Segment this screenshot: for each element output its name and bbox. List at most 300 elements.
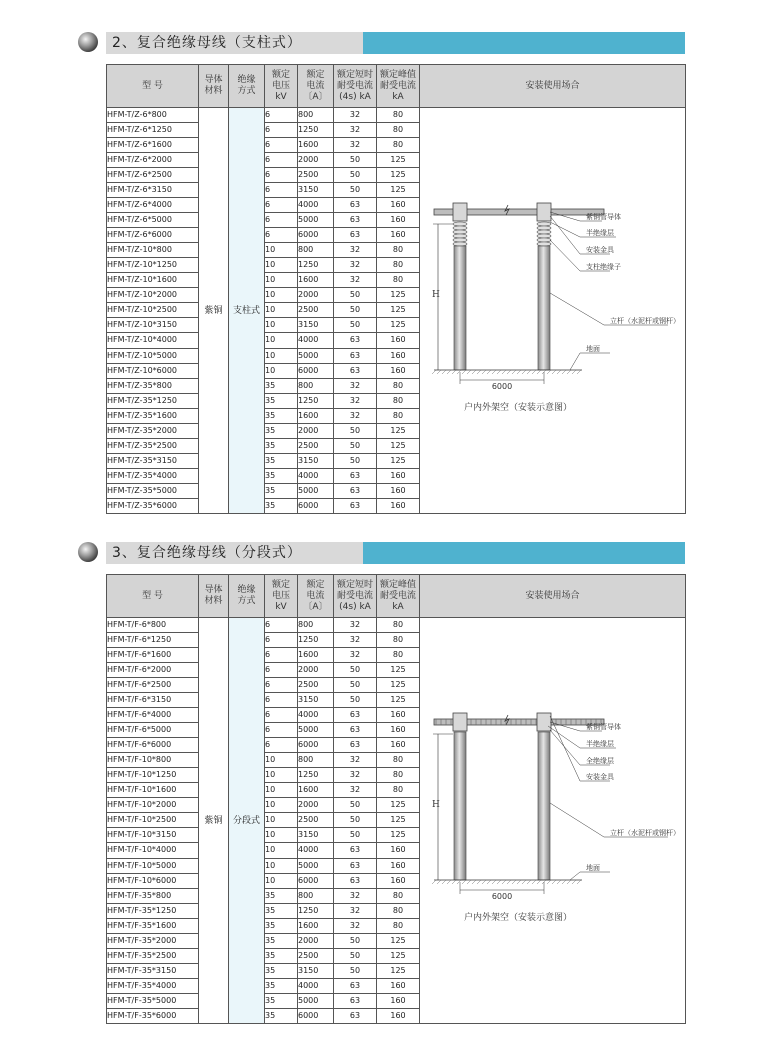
current-cell: 5000 (298, 858, 334, 873)
model-cell: HFM-T/Z-35*5000 (107, 483, 199, 498)
callout-leader (570, 353, 610, 370)
callout-label: 安装金具 (586, 246, 614, 254)
peak-cell: 160 (377, 708, 420, 723)
model-cell: HFM-T/F-6*1250 (107, 633, 199, 648)
short-time-cell: 32 (334, 753, 377, 768)
voltage-cell: 10 (265, 858, 298, 873)
peak-cell: 125 (377, 663, 420, 678)
mounting-fitting (537, 713, 551, 731)
pole (538, 246, 550, 370)
current-cell: 5000 (298, 993, 334, 1008)
peak-cell: 160 (377, 333, 420, 348)
short-time-cell: 32 (334, 633, 377, 648)
peak-cell: 80 (377, 408, 420, 423)
diagram-caption: 户内外架空（安装示意图） (463, 913, 573, 923)
voltage-cell: 10 (265, 768, 298, 783)
pole (538, 732, 550, 880)
section-title-bar (78, 538, 685, 566)
header-insulation-method: 绝缘 方式 (229, 65, 265, 108)
model-cell: HFM-T/F-6*2500 (107, 678, 199, 693)
short-time-cell: 50 (334, 288, 377, 303)
current-cell: 3150 (298, 693, 334, 708)
peak-cell: 125 (377, 678, 420, 693)
short-time-cell: 63 (334, 348, 377, 363)
peak-cell: 125 (377, 303, 420, 318)
table-row (107, 618, 686, 633)
voltage-cell: 10 (265, 303, 298, 318)
callout-label: 地面 (586, 864, 600, 872)
voltage-cell: 10 (265, 243, 298, 258)
current-cell: 6000 (298, 873, 334, 888)
current-cell: 800 (298, 618, 334, 633)
peak-cell: 80 (377, 783, 420, 798)
model-cell: HFM-T/F-10*2000 (107, 798, 199, 813)
installation-diagram (420, 618, 682, 1018)
current-cell: 3150 (298, 318, 334, 333)
callout-label: 安装金具 (586, 773, 614, 781)
mounting-fitting (453, 203, 467, 221)
model-cell: HFM-T/Z-6*2500 (107, 168, 199, 183)
peak-cell: 80 (377, 123, 420, 138)
peak-cell: 160 (377, 498, 420, 513)
short-time-cell: 32 (334, 273, 377, 288)
voltage-cell: 35 (265, 918, 298, 933)
model-cell: HFM-T/Z-10*6000 (107, 363, 199, 378)
voltage-cell: 10 (265, 333, 298, 348)
peak-cell: 160 (377, 213, 420, 228)
callout-label: 紫铜管导体 (586, 723, 621, 731)
voltage-cell: 35 (265, 1008, 298, 1023)
voltage-cell: 10 (265, 798, 298, 813)
short-time-cell: 63 (334, 843, 377, 858)
voltage-cell: 6 (265, 633, 298, 648)
model-cell: HFM-T/Z-35*2000 (107, 423, 199, 438)
peak-cell: 80 (377, 243, 420, 258)
peak-cell: 125 (377, 453, 420, 468)
model-cell: HFM-T/F-35*800 (107, 888, 199, 903)
model-cell: HFM-T/F-6*800 (107, 618, 199, 633)
current-cell: 2500 (298, 948, 334, 963)
height-label: H (432, 800, 440, 810)
current-cell: 3150 (298, 183, 334, 198)
voltage-cell: 10 (265, 783, 298, 798)
voltage-cell: 6 (265, 618, 298, 633)
spec-table (106, 64, 686, 514)
model-cell: HFM-T/F-10*3150 (107, 828, 199, 843)
header-model: 型 号 (107, 65, 199, 108)
voltage-cell: 35 (265, 378, 298, 393)
current-cell: 3150 (298, 453, 334, 468)
current-cell: 2000 (298, 423, 334, 438)
header-model: 型 号 (107, 575, 199, 618)
header-rated-voltage: 额定 电压 kV (265, 575, 298, 618)
header-conductor-material: 导体 材料 (199, 65, 229, 108)
model-cell: HFM-T/F-35*5000 (107, 993, 199, 1008)
title-bar-blue (363, 542, 685, 564)
model-cell: HFM-T/Z-10*2500 (107, 303, 199, 318)
peak-cell: 160 (377, 363, 420, 378)
model-cell: HFM-T/F-35*1250 (107, 903, 199, 918)
voltage-cell: 35 (265, 933, 298, 948)
voltage-cell: 10 (265, 843, 298, 858)
current-cell: 800 (298, 753, 334, 768)
voltage-cell: 10 (265, 753, 298, 768)
current-cell: 2000 (298, 663, 334, 678)
model-cell: HFM-T/Z-10*5000 (107, 348, 199, 363)
short-time-cell: 32 (334, 108, 377, 123)
peak-cell: 80 (377, 903, 420, 918)
short-time-cell: 32 (334, 888, 377, 903)
current-cell: 2500 (298, 678, 334, 693)
span-label: 6000 (491, 892, 513, 901)
voltage-cell: 10 (265, 288, 298, 303)
voltage-cell: 35 (265, 468, 298, 483)
current-cell: 2500 (298, 813, 334, 828)
current-cell: 3150 (298, 963, 334, 978)
voltage-cell: 10 (265, 363, 298, 378)
model-cell: HFM-T/Z-35*2500 (107, 438, 199, 453)
header-short-time-current: 额定短时 耐受电流 (4s) kA (334, 575, 377, 618)
short-time-cell: 63 (334, 873, 377, 888)
model-cell: HFM-T/Z-35*800 (107, 378, 199, 393)
callout-label: 全绝缘层 (586, 757, 614, 765)
model-cell: HFM-T/F-35*3150 (107, 963, 199, 978)
peak-cell: 160 (377, 738, 420, 753)
current-cell: 2500 (298, 303, 334, 318)
voltage-cell: 35 (265, 978, 298, 993)
short-time-cell: 50 (334, 933, 377, 948)
callout-leader (570, 872, 610, 880)
peak-cell: 125 (377, 933, 420, 948)
current-cell: 4000 (298, 708, 334, 723)
current-cell: 800 (298, 243, 334, 258)
current-cell: 2000 (298, 288, 334, 303)
short-time-cell: 50 (334, 798, 377, 813)
peak-cell: 160 (377, 723, 420, 738)
peak-cell: 160 (377, 993, 420, 1008)
peak-cell: 80 (377, 918, 420, 933)
current-cell: 800 (298, 108, 334, 123)
header-rated-voltage: 额定 电压 kV (265, 65, 298, 108)
section-support-type (78, 28, 685, 510)
model-cell: HFM-T/Z-10*800 (107, 243, 199, 258)
short-time-cell: 32 (334, 378, 377, 393)
model-cell: HFM-T/Z-35*1250 (107, 393, 199, 408)
peak-cell: 160 (377, 1008, 420, 1023)
short-time-cell: 32 (334, 123, 377, 138)
model-cell: HFM-T/Z-35*3150 (107, 453, 199, 468)
voltage-cell: 6 (265, 138, 298, 153)
insulation-cell: 支柱式 (229, 108, 265, 514)
short-time-cell: 63 (334, 213, 377, 228)
model-cell: HFM-T/F-6*1600 (107, 648, 199, 663)
voltage-cell: 10 (265, 258, 298, 273)
model-cell: HFM-T/Z-6*4000 (107, 198, 199, 213)
model-cell: HFM-T/F-6*2000 (107, 663, 199, 678)
short-time-cell: 32 (334, 408, 377, 423)
model-cell: HFM-T/F-35*6000 (107, 1008, 199, 1023)
peak-cell: 160 (377, 468, 420, 483)
peak-cell: 125 (377, 168, 420, 183)
voltage-cell: 6 (265, 198, 298, 213)
model-cell: HFM-T/F-10*1250 (107, 768, 199, 783)
callout-label: 半绝缘层 (586, 229, 614, 237)
short-time-cell: 50 (334, 423, 377, 438)
voltage-cell: 10 (265, 348, 298, 363)
short-time-cell: 50 (334, 948, 377, 963)
short-time-cell: 32 (334, 918, 377, 933)
model-cell: HFM-T/Z-6*1600 (107, 138, 199, 153)
callout-label: 支柱绝缘子 (586, 263, 621, 271)
short-time-cell: 32 (334, 258, 377, 273)
short-time-cell: 32 (334, 648, 377, 663)
post-insulator (453, 222, 467, 226)
peak-cell: 80 (377, 378, 420, 393)
voltage-cell: 6 (265, 213, 298, 228)
voltage-cell: 35 (265, 963, 298, 978)
peak-cell: 125 (377, 948, 420, 963)
callout-label: 半绝缘层 (586, 740, 614, 748)
peak-cell: 125 (377, 288, 420, 303)
pole (454, 246, 466, 370)
peak-cell: 80 (377, 393, 420, 408)
voltage-cell: 6 (265, 648, 298, 663)
short-time-cell: 50 (334, 453, 377, 468)
current-cell: 2000 (298, 933, 334, 948)
short-time-cell: 32 (334, 138, 377, 153)
current-cell: 1600 (298, 783, 334, 798)
voltage-cell: 6 (265, 168, 298, 183)
header-application: 安装使用场合 (420, 575, 686, 618)
model-cell: HFM-T/F-10*4000 (107, 843, 199, 858)
short-time-cell: 63 (334, 198, 377, 213)
header-application: 安装使用场合 (420, 65, 686, 108)
model-cell: HFM-T/Z-10*2000 (107, 288, 199, 303)
short-time-cell: 50 (334, 813, 377, 828)
current-cell: 5000 (298, 348, 334, 363)
peak-cell: 80 (377, 138, 420, 153)
peak-cell: 80 (377, 633, 420, 648)
current-cell: 1250 (298, 123, 334, 138)
short-time-cell: 50 (334, 828, 377, 843)
current-cell: 6000 (298, 363, 334, 378)
voltage-cell: 6 (265, 123, 298, 138)
short-time-cell: 50 (334, 438, 377, 453)
voltage-cell: 6 (265, 693, 298, 708)
model-cell: HFM-T/F-10*2500 (107, 813, 199, 828)
voltage-cell: 6 (265, 228, 298, 243)
short-time-cell: 50 (334, 318, 377, 333)
peak-cell: 125 (377, 813, 420, 828)
current-cell: 3150 (298, 828, 334, 843)
current-cell: 5000 (298, 213, 334, 228)
model-cell: HFM-T/Z-6*5000 (107, 213, 199, 228)
short-time-cell: 63 (334, 1008, 377, 1023)
peak-cell: 160 (377, 858, 420, 873)
current-cell: 6000 (298, 738, 334, 753)
header-peak-current: 额定峰值 耐受电流 kA (377, 575, 420, 618)
voltage-cell: 35 (265, 483, 298, 498)
section-title-bar (78, 28, 685, 56)
model-cell: HFM-T/Z-6*3150 (107, 183, 199, 198)
peak-cell: 160 (377, 198, 420, 213)
short-time-cell: 50 (334, 678, 377, 693)
model-cell: HFM-T/Z-6*2000 (107, 153, 199, 168)
pole (454, 732, 466, 880)
voltage-cell: 6 (265, 738, 298, 753)
short-time-cell: 63 (334, 468, 377, 483)
header-rated-current: 额定 电流 〔A〕 (298, 65, 334, 108)
voltage-cell: 6 (265, 723, 298, 738)
bullet-sphere-icon (78, 32, 98, 52)
mounting-fitting (453, 713, 467, 731)
current-cell: 1600 (298, 408, 334, 423)
model-cell: HFM-T/F-10*800 (107, 753, 199, 768)
model-cell: HFM-T/F-35*4000 (107, 978, 199, 993)
model-cell: HFM-T/F-35*2000 (107, 933, 199, 948)
peak-cell: 125 (377, 828, 420, 843)
insulation-cell: 分段式 (229, 618, 265, 1024)
voltage-cell: 10 (265, 828, 298, 843)
peak-cell: 125 (377, 318, 420, 333)
material-cell: 紫铜 (199, 108, 229, 514)
peak-cell: 80 (377, 768, 420, 783)
short-time-cell: 50 (334, 303, 377, 318)
current-cell: 1600 (298, 273, 334, 288)
model-cell: HFM-T/F-6*3150 (107, 693, 199, 708)
model-cell: HFM-T/Z-6*800 (107, 108, 199, 123)
short-time-cell: 32 (334, 393, 377, 408)
short-time-cell: 50 (334, 183, 377, 198)
voltage-cell: 35 (265, 903, 298, 918)
short-time-cell: 63 (334, 708, 377, 723)
current-cell: 800 (298, 888, 334, 903)
peak-cell: 160 (377, 483, 420, 498)
mounting-fitting (537, 203, 551, 221)
model-cell: HFM-T/Z-35*6000 (107, 498, 199, 513)
current-cell: 4000 (298, 978, 334, 993)
short-time-cell: 50 (334, 693, 377, 708)
peak-cell: 80 (377, 648, 420, 663)
peak-cell: 160 (377, 228, 420, 243)
height-label: H (432, 290, 440, 300)
installation-diagram-cell (420, 618, 686, 1024)
short-time-cell: 50 (334, 153, 377, 168)
short-time-cell: 63 (334, 228, 377, 243)
short-time-cell: 63 (334, 993, 377, 1008)
header-peak-current: 额定峰值 耐受电流 kA (377, 65, 420, 108)
current-cell: 1250 (298, 903, 334, 918)
voltage-cell: 35 (265, 423, 298, 438)
voltage-cell: 35 (265, 888, 298, 903)
callout-label: 地面 (586, 345, 600, 353)
current-cell: 4000 (298, 843, 334, 858)
model-cell: HFM-T/F-6*6000 (107, 738, 199, 753)
voltage-cell: 6 (265, 153, 298, 168)
current-cell: 1250 (298, 768, 334, 783)
diagram-caption: 户内外架空（安装示意图） (463, 403, 573, 413)
voltage-cell: 10 (265, 873, 298, 888)
model-cell: HFM-T/F-6*4000 (107, 708, 199, 723)
short-time-cell: 50 (334, 963, 377, 978)
peak-cell: 125 (377, 423, 420, 438)
peak-cell: 160 (377, 873, 420, 888)
callout-label: 紫铜管导体 (586, 213, 621, 221)
voltage-cell: 6 (265, 183, 298, 198)
header-short-time-current: 额定短时 耐受电流 (4s) kA (334, 65, 377, 108)
current-cell: 1600 (298, 918, 334, 933)
model-cell: HFM-T/F-10*1600 (107, 783, 199, 798)
header-insulation-method: 绝缘 方式 (229, 575, 265, 618)
peak-cell: 125 (377, 183, 420, 198)
header-rated-current: 额定 电流 〔A〕 (298, 575, 334, 618)
peak-cell: 125 (377, 798, 420, 813)
short-time-cell: 63 (334, 858, 377, 873)
short-time-cell: 63 (334, 978, 377, 993)
voltage-cell: 10 (265, 318, 298, 333)
current-cell: 1250 (298, 633, 334, 648)
current-cell: 1600 (298, 648, 334, 663)
current-cell: 2000 (298, 798, 334, 813)
table-header-row (107, 575, 686, 618)
model-cell: HFM-T/Z-10*1600 (107, 273, 199, 288)
voltage-cell: 6 (265, 663, 298, 678)
title-bar-blue (363, 32, 685, 54)
peak-cell: 80 (377, 108, 420, 123)
current-cell: 6000 (298, 1008, 334, 1023)
current-cell: 2500 (298, 438, 334, 453)
peak-cell: 160 (377, 843, 420, 858)
short-time-cell: 32 (334, 768, 377, 783)
peak-cell: 125 (377, 693, 420, 708)
model-cell: HFM-T/Z-35*4000 (107, 468, 199, 483)
voltage-cell: 35 (265, 948, 298, 963)
current-cell: 6000 (298, 498, 334, 513)
table-header-row (107, 65, 686, 108)
short-time-cell: 32 (334, 783, 377, 798)
current-cell: 6000 (298, 228, 334, 243)
short-time-cell: 32 (334, 618, 377, 633)
installation-diagram (420, 108, 682, 508)
voltage-cell: 35 (265, 498, 298, 513)
short-time-cell: 63 (334, 723, 377, 738)
peak-cell: 80 (377, 888, 420, 903)
spec-table (106, 574, 686, 1024)
short-time-cell: 32 (334, 903, 377, 918)
model-cell: HFM-T/Z-10*1250 (107, 258, 199, 273)
callout-label: 立杆（水泥杆或钢杆） (610, 829, 680, 837)
model-cell: HFM-T/Z-10*4000 (107, 333, 199, 348)
voltage-cell: 10 (265, 273, 298, 288)
voltage-cell: 35 (265, 408, 298, 423)
bullet-sphere-icon (78, 542, 98, 562)
model-cell: HFM-T/F-35*1600 (107, 918, 199, 933)
peak-cell: 80 (377, 273, 420, 288)
current-cell: 800 (298, 378, 334, 393)
current-cell: 4000 (298, 468, 334, 483)
short-time-cell: 32 (334, 243, 377, 258)
short-time-cell: 50 (334, 663, 377, 678)
voltage-cell: 35 (265, 453, 298, 468)
peak-cell: 125 (377, 153, 420, 168)
short-time-cell: 63 (334, 333, 377, 348)
model-cell: HFM-T/Z-6*1250 (107, 123, 199, 138)
section-title: 2、复合绝缘母线（支柱式） (112, 35, 302, 51)
current-cell: 1600 (298, 138, 334, 153)
peak-cell: 80 (377, 618, 420, 633)
voltage-cell: 6 (265, 708, 298, 723)
short-time-cell: 63 (334, 498, 377, 513)
